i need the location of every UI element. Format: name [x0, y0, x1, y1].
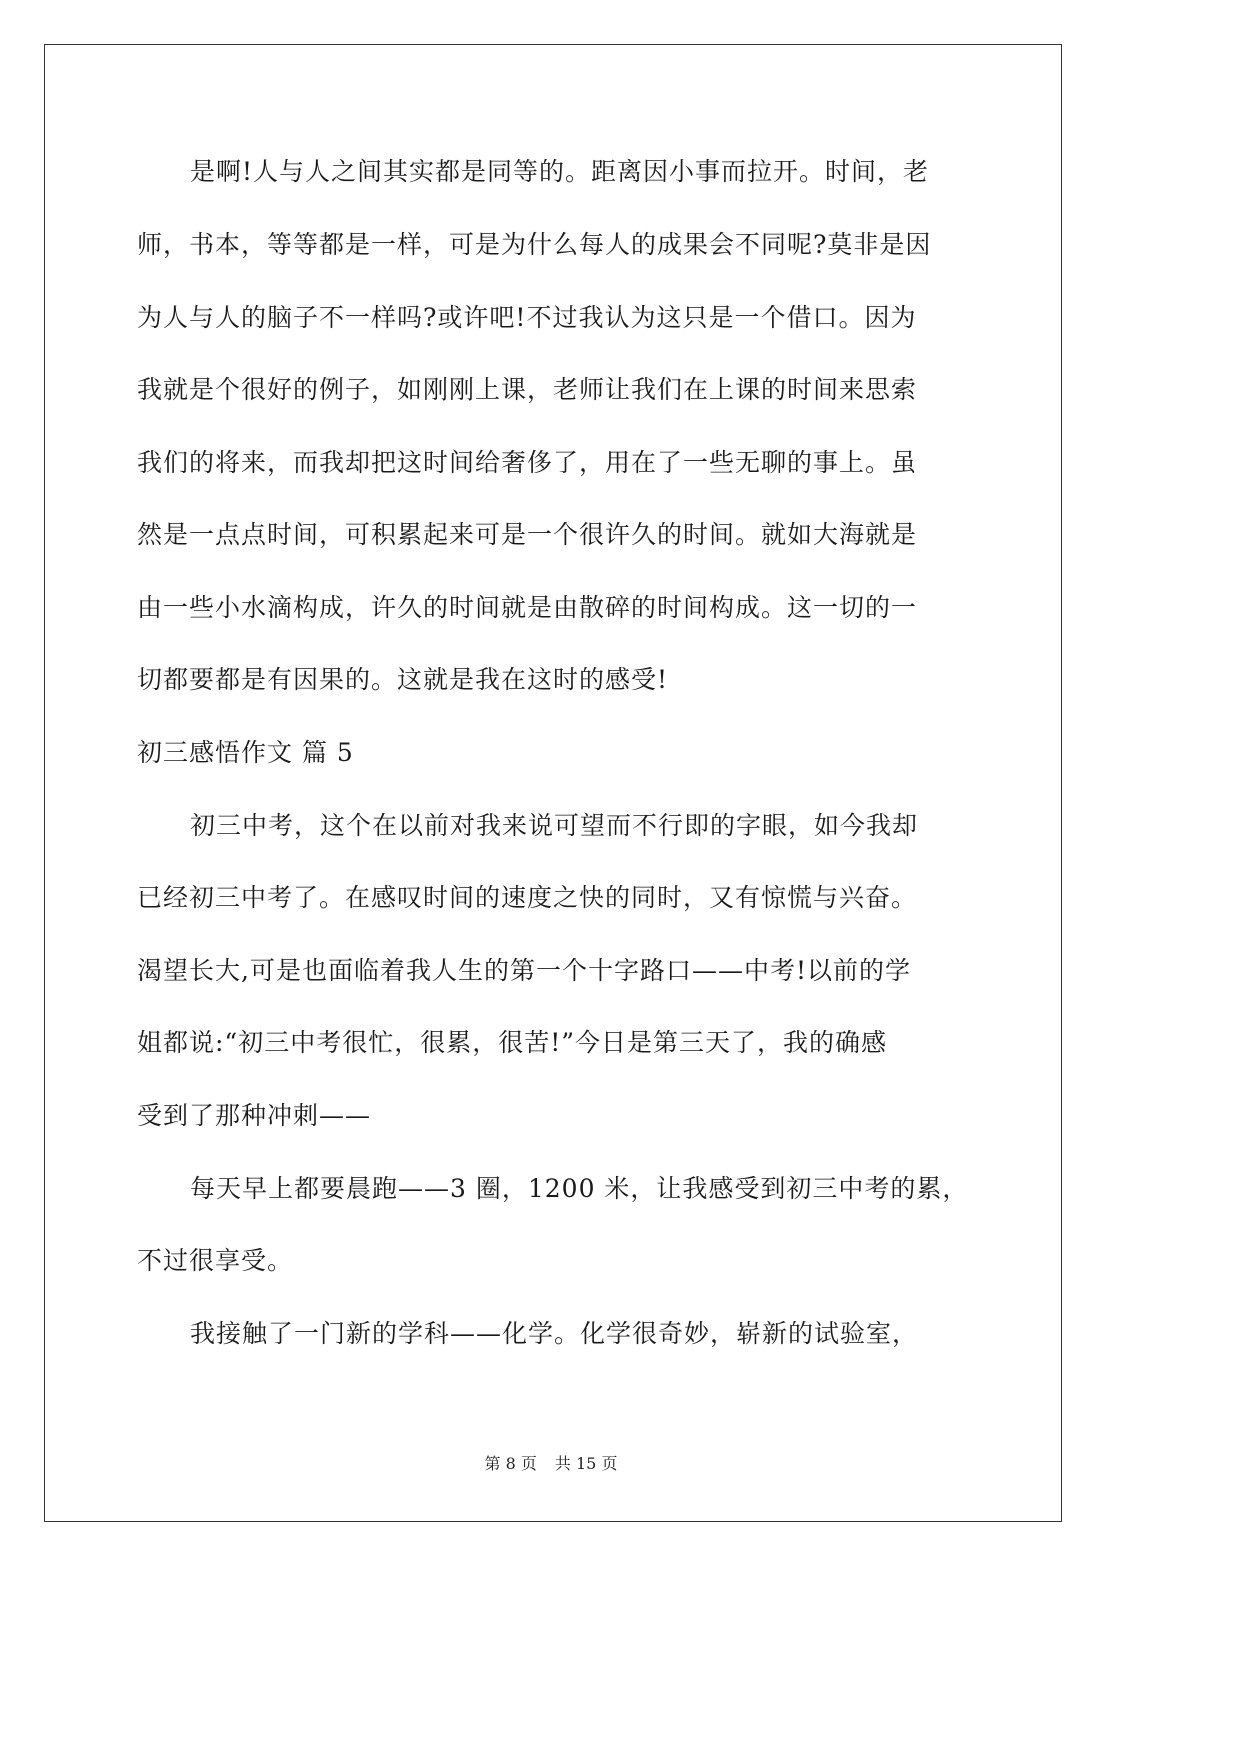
paragraph-line: 初三中考，这个在以前对我来说可望而不行即的字眼，如今我却: [190, 811, 919, 840]
paragraph-line: 每天早上都要晨跑——3 圈，1200 米，让我感受到初三中考的累，: [190, 1174, 969, 1203]
section-heading: 初三感悟作文 篇 5: [137, 738, 354, 767]
paragraph-line: 姐都说:“初三中考很忙，很累，很苦!”今日是第三天了，我的确感: [137, 1028, 888, 1057]
paragraph-line: 已经初三中考了。在感叹时间的速度之快的同时，又有惊慌与兴奋。: [137, 883, 918, 912]
total-page-count: 共 15 页: [554, 1454, 618, 1473]
paragraph-line: 渴望长大,可是也面临着我人生的第一个十字路口——中考!以前的学: [137, 956, 911, 985]
page-border: [44, 44, 1062, 1522]
page-footer: [0, 1452, 1102, 1476]
paragraph-line: 由一些小水滴构成，许久的时间就是由散碎的时间构成。这一切的一: [137, 593, 918, 622]
paragraph-line: 师，书本，等等都是一样，可是为什么每人的成果会不同呢?莫非是因: [137, 230, 932, 259]
paragraph-line: 是啊!人与人之间其实都是同等的。距离因小事而拉开。时间，老: [190, 157, 930, 186]
paragraph-line: 切都要都是有因果的。这就是我在这时的感受!: [137, 665, 669, 694]
paragraph-line: 为人与人的脑子不一样吗?或许吧!不过我认为这只是一个借口。因为: [137, 303, 917, 332]
paragraph-line: 然是一点点时间，可积累起来可是一个很许久的时间。就如大海就是: [137, 520, 918, 549]
paragraph-line: 我们的将来，而我却把这时间给奢侈了，用在了一些无聊的事上。虽: [137, 448, 918, 477]
paragraph-line: 不过很享受。: [137, 1246, 294, 1275]
paragraph-line: 我就是个很好的例子，如刚刚上课，老师让我们在上课的时间来思索: [137, 375, 918, 404]
current-page-number: 第 8 页: [484, 1454, 537, 1473]
paragraph-line: 受到了那种冲刺——: [137, 1101, 372, 1130]
paragraph-line: 我接触了一门新的学科——化学。化学很奇妙，崭新的试验室，: [190, 1319, 919, 1348]
